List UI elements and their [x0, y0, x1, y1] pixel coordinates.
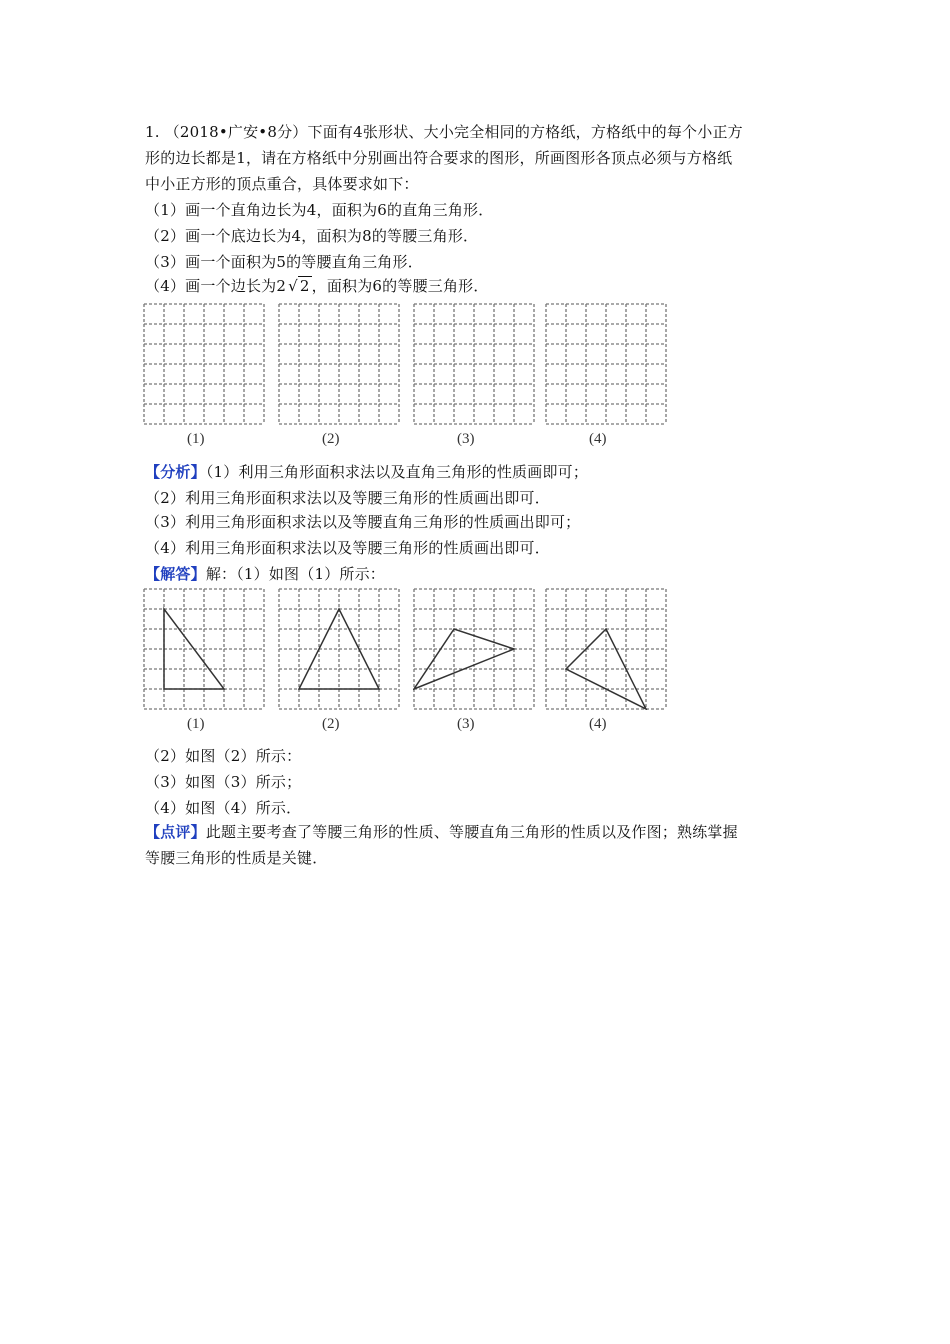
grid-caption-4: (4)	[589, 716, 607, 732]
analysis-text-1: （1）利用三角形面积求法以及直角三角形的性质画即可；	[205, 463, 589, 481]
analysis-line-4: （4）利用三角形面积求法以及等腰三角形的性质画出即可．	[145, 539, 550, 557]
answer-line-4: （4）如图（4）所示．	[145, 799, 302, 817]
answer-line-1	[145, 564, 385, 584]
answer-tag: 【解答】	[145, 565, 206, 583]
answer-line-3: （3）如图（3）所示；	[145, 773, 302, 791]
square-grid-2	[278, 588, 400, 710]
answer-line-2: （2）如图（2）所示：	[145, 747, 302, 765]
item4-suffix: ，面积为6的等腰三角形．	[311, 277, 489, 295]
question-item-3: （3）画一个面积为5的等腰直角三角形．	[145, 253, 423, 271]
question-line-2: 形的边长都是1，请在方格纸中分别画出符合要求的图形，所画图形各顶点必须与方格纸	[145, 149, 733, 167]
analysis-line-2: （2）利用三角形面积求法以及等腰三角形的性质画出即可．	[145, 489, 550, 507]
grid-caption-4: (4)	[589, 431, 607, 447]
question-line-3: 中小正方形的顶点重合，具体要求如下：	[145, 175, 419, 193]
square-grid-2	[278, 303, 400, 425]
grid-caption-1: (1)	[187, 716, 205, 732]
grid-caption-2: (2)	[322, 716, 340, 732]
question-item-1: （1）画一个直角边长为4，面积为6的直角三角形．	[145, 201, 494, 219]
square-grid-1	[143, 588, 265, 710]
radical-sign-icon: √	[288, 277, 298, 295]
blank-grids	[143, 303, 673, 458]
comment-line-2: 等腰三角形的性质是关键．	[145, 849, 328, 867]
comment-tag: 【点评】	[145, 823, 206, 841]
analysis-line-3: （3）利用三角形面积求法以及等腰直角三角形的性质画出即可；	[145, 513, 581, 531]
grid-caption-3: (3)	[457, 716, 475, 732]
grid-caption-3: (3)	[457, 431, 475, 447]
radicand: 2	[299, 277, 310, 295]
square-root	[286, 276, 312, 296]
solution-grids	[143, 588, 673, 743]
comment-line-1	[145, 822, 738, 842]
question-item-2: （2）画一个底边长为4，面积为8的等腰三角形．	[145, 227, 479, 245]
grid-caption-2: (2)	[322, 431, 340, 447]
answer-text-1: 解：（1）如图（1）所示：	[205, 565, 386, 583]
item4-prefix: （4）画一个边长为	[145, 277, 277, 295]
square-grid-3	[413, 303, 535, 425]
square-grid-1	[143, 303, 265, 425]
grid-caption-1: (1)	[187, 431, 205, 447]
square-grid-4	[545, 588, 667, 710]
question-item-4	[145, 276, 489, 296]
question-line-1: 1. （2018•广安•8分）下面有4张形状、大小完全相同的方格纸，方格纸中的每个小正方	[145, 123, 743, 141]
analysis-line-1	[145, 462, 588, 482]
square-grid-4	[545, 303, 667, 425]
item4-coefficient: 2	[276, 277, 287, 295]
analysis-tag: 【分析】	[145, 463, 206, 481]
comment-text-1: 此题主要考查了等腰三角形的性质、等腰直角三角形的性质以及作图；熟练掌握	[205, 823, 738, 841]
square-grid-3	[413, 588, 535, 710]
triangle-3	[414, 629, 514, 689]
